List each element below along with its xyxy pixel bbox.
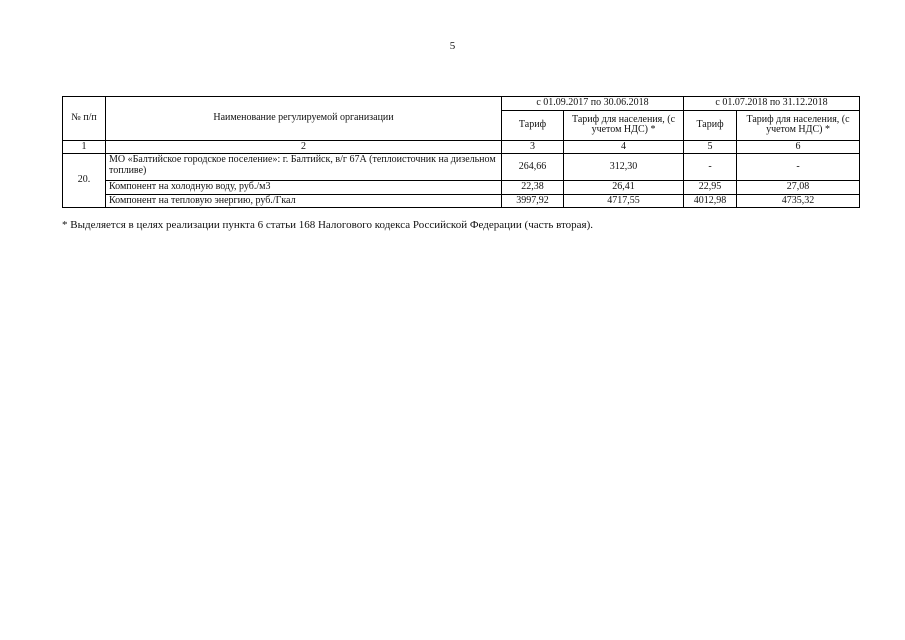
header-name-col: Наименование регулируемой организации — [106, 97, 502, 141]
organization-name: МО «Балтийское городское поселение»: г. Балтийск, в/г 67А (теплоисточник на дизельном топливе) — [106, 154, 502, 181]
tariff-value: - — [737, 154, 860, 181]
tariff-value: 4717,55 — [564, 194, 684, 208]
header-num-col: № п/п — [63, 97, 106, 141]
tariff-value: 22,38 — [502, 181, 564, 195]
column-number-row — [63, 140, 860, 154]
header-tariff-p1: Тариф — [502, 110, 564, 140]
footnote: * Выделяется в целях реализации пункта 6 статьи 168 Налогового кодекса Российской Федерации (часть вторая). — [62, 219, 594, 231]
table-row — [63, 194, 860, 208]
tariff-value: 27,08 — [737, 181, 860, 195]
col-number: 6 — [737, 140, 860, 154]
table-row — [63, 154, 860, 181]
col-number: 2 — [106, 140, 502, 154]
row-number: 20. — [63, 154, 106, 208]
col-number: 3 — [502, 140, 564, 154]
header-period-1: с 01.09.2017 по 30.06.2018 — [502, 97, 684, 111]
component-name: Компонент на холодную воду, руб./м3 — [106, 181, 502, 195]
tariff-value: 312,30 — [564, 154, 684, 181]
tariff-value: 264,66 — [502, 154, 564, 181]
tariff-value: 3997,92 — [502, 194, 564, 208]
page-number: 5 — [449, 40, 456, 52]
col-number: 5 — [684, 140, 737, 154]
table-row — [63, 181, 860, 195]
col-number: 1 — [63, 140, 106, 154]
header-tariff-pop-p2: Тариф для населения, (с учетом НДС) * — [737, 110, 860, 140]
tariff-value: - — [684, 154, 737, 181]
col-number: 4 — [564, 140, 684, 154]
tariff-value: 26,41 — [564, 181, 684, 195]
tariff-value: 22,95 — [684, 181, 737, 195]
component-name: Компонент на тепловую энергию, руб./Гкал — [106, 194, 502, 208]
tariff-value: 4735,32 — [737, 194, 860, 208]
tariff-value: 4012,98 — [684, 194, 737, 208]
tariff-table — [62, 96, 860, 208]
table-header-row — [63, 97, 860, 111]
header-tariff-pop-p1: Тариф для населения, (с учетом НДС) * — [564, 110, 684, 140]
header-period-2: с 01.07.2018 по 31.12.2018 — [684, 97, 860, 111]
header-tariff-p2: Тариф — [684, 110, 737, 140]
